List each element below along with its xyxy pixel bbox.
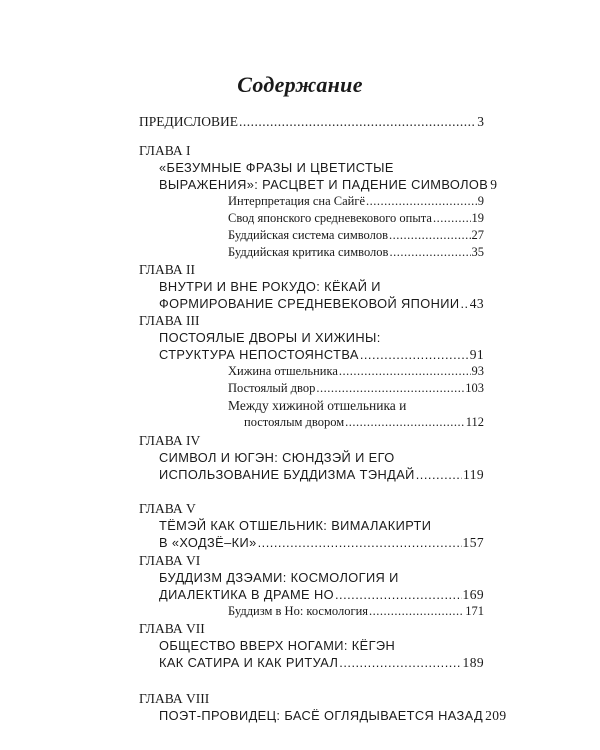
chapter-heading: ГЛАВА VIII — [139, 691, 210, 706]
entry-page: 171 — [465, 604, 484, 618]
dot-leader — [339, 363, 471, 380]
toc-entry-chapter-3 — [159, 346, 484, 363]
dot-leader — [339, 654, 461, 671]
entry-label: Буддизм в Но: космология — [228, 604, 369, 618]
chapter-title-line: ФОРМИРОВАНИЕ СРЕДНЕВЕКОВОЙ ЯПОНИИ — [159, 296, 460, 311]
chapter-title-line: «БЕЗУМНЫЕ ФРАЗЫ И ЦВЕТИСТЫЕ — [159, 160, 394, 175]
dot-leader — [389, 244, 470, 261]
entry-label: Интерпретация сна Сайгё — [228, 194, 366, 208]
entry-page: 119 — [463, 467, 484, 482]
entry-page: 43 — [469, 296, 484, 311]
entry-label: Буддийская система символов — [228, 228, 389, 242]
toc-subentry — [228, 193, 484, 210]
toc-subentry — [228, 244, 484, 261]
entry-label: Свод японского средневекового опыта — [228, 211, 432, 225]
entry-page: 27 — [471, 228, 484, 242]
dot-leader — [389, 227, 470, 244]
toc-entry-chapter-6 — [159, 586, 484, 603]
entry-page: 169 — [462, 587, 484, 602]
chapter-title-line: БУДДИЗМ ДЗЭАМИ: КОСМОЛОГИЯ И — [159, 570, 399, 585]
chapter-heading: ГЛАВА VI — [139, 553, 201, 568]
toc-entry-chapter-1 — [159, 176, 498, 193]
chapter-title-line: СТРУКТУРА НЕПОСТОЯНСТВА — [159, 347, 359, 362]
toc-entry-chapter-4 — [159, 466, 484, 483]
chapter-title-line: ТЁМЭЙ КАК ОТШЕЛЬНИК: ВИМАЛАКИРТИ — [159, 518, 432, 533]
chapter-title-line: ОБЩЕСТВО ВВЕРХ НОГАМИ: КЁГЭН — [159, 638, 396, 653]
dot-leader — [335, 586, 462, 603]
toc-entry-chapter-8 — [159, 707, 507, 724]
dot-leader — [345, 414, 465, 431]
chapter-title-line: КАК САТИРА И КАК РИТУАЛ — [159, 655, 339, 670]
chapter-title-line: ПОСТОЯЛЫЕ ДВОРЫ И ХИЖИНЫ: — [159, 330, 381, 345]
subentry-line: Между хижиной отшельника и — [228, 398, 407, 413]
toc-subentry — [228, 227, 484, 244]
entry-label: ПРЕДИСЛОВИЕ — [139, 114, 239, 129]
chapter-title-line: ВЫРАЖЕНИЯ»: РАСЦВЕТ И ПАДЕНИЕ СИМВОЛОВ — [159, 177, 489, 192]
dot-leader — [416, 466, 462, 483]
chapter-title-line: ИСПОЛЬЗОВАНИЕ БУДДИЗМА ТЭНДАЙ — [159, 467, 415, 482]
entry-page: 103 — [465, 381, 484, 395]
entry-page: 3 — [477, 114, 484, 129]
dot-leader — [460, 295, 468, 312]
toc-subentry — [228, 363, 484, 380]
toc-subentry — [228, 210, 484, 227]
chapter-title-line: В «ХОДЗЁ–КИ» — [159, 535, 257, 550]
toc-entry-chapter-2 — [159, 295, 484, 312]
toc-subentry — [244, 414, 484, 431]
dot-leader — [366, 193, 477, 210]
dot-leader — [239, 113, 476, 130]
chapter-heading: ГЛАВА III — [139, 313, 200, 328]
entry-page: 19 — [471, 211, 484, 225]
dot-leader — [258, 534, 462, 551]
entry-page: 157 — [462, 535, 484, 550]
chapter-title-line: ПОЭТ-ПРОВИДЕЦ: БАСЁ ОГЛЯДЫВАЕТСЯ НАЗАД — [159, 708, 484, 723]
entry-page: 9 — [490, 177, 498, 192]
entry-label: постоялым двором — [244, 415, 345, 429]
entry-page: 189 — [462, 655, 484, 670]
toc-subentry — [228, 380, 484, 397]
chapter-heading: ГЛАВА IV — [139, 433, 201, 448]
dot-leader — [369, 603, 464, 620]
entry-page: 209 — [485, 708, 507, 723]
toc-entry-chapter-7 — [159, 654, 484, 671]
toc-subentry — [228, 603, 484, 620]
entry-label: Буддийская критика символов — [228, 245, 389, 259]
toc-entry-chapter-5 — [159, 534, 484, 551]
chapter-heading: ГЛАВА I — [139, 143, 191, 158]
dot-leader — [316, 380, 464, 397]
toc-entry-preface — [139, 113, 484, 130]
entry-page: 93 — [471, 364, 484, 378]
entry-label: Постоялый двор — [228, 381, 316, 395]
chapter-heading: ГЛАВА V — [139, 501, 196, 516]
entry-page: 91 — [469, 347, 484, 362]
chapter-title-line: ВНУТРИ И ВНЕ РОКУДО: КЁКАЙ И — [159, 279, 381, 294]
chapter-title-line: ДИАЛЕКТИКА В ДРАМЕ НО — [159, 587, 334, 602]
dot-leader — [433, 210, 471, 227]
chapter-heading: ГЛАВА II — [139, 262, 195, 277]
chapter-title-line: СИМВОЛ И ЮГЭН: СЮНДЗЭЙ И ЕГО — [159, 450, 395, 465]
dot-leader — [360, 346, 469, 363]
entry-page: 35 — [471, 245, 484, 259]
chapter-heading: ГЛАВА VII — [139, 621, 205, 636]
entry-page: 9 — [477, 194, 484, 208]
entry-label: Хижина отшельника — [228, 364, 338, 378]
entry-page: 112 — [465, 415, 484, 429]
toc-title: Содержание — [237, 72, 363, 97]
